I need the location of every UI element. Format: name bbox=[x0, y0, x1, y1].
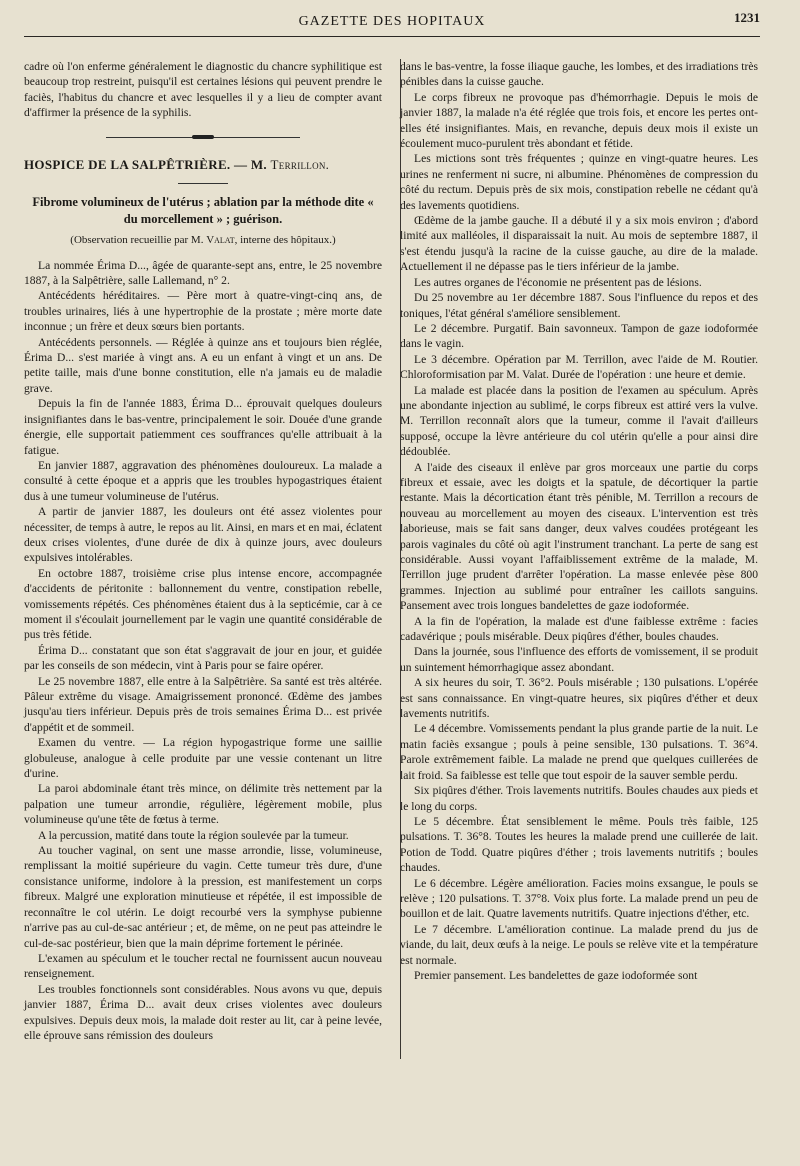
page-header bbox=[24, 12, 760, 37]
paragraph: Du 25 novembre au 1er décembre 1887. Sous l'influence du repos et des toniques, l'état général s'améliore sensiblement. bbox=[400, 291, 758, 320]
paragraph: Érima D... constatant que son état s'aggravait de jour en jour, et guidée par les conseils de son médecin, vint à Paris pour se faire opérer. bbox=[24, 643, 382, 673]
paragraph: Premier pansement. Les bandelettes de gaze iodoformée sont bbox=[414, 968, 698, 982]
paragraph: dans le bas-ventre, la fosse iliaque gauche, les lombes, et des irradiations très pénibles dans la cuisse gauche. bbox=[400, 60, 758, 89]
paragraph: En octobre 1887, troisième crise plus intense encore, accompagnée d'accidents de péritonite : ballonnement du ventre, constipation rebelle, vomissements répétés. Ces phénomènes étaient dus à la septicémie, car à ce moment il s'écoulait journellement par le vagin une quantité considérable de pus très fétide. bbox=[24, 566, 382, 642]
paragraph: Le 4 décembre. Vomissements pendant la plus grande partie de la nuit. Le matin faciès exsangue ; pouls à peine sensible, 130 pulsations. T. 36°4. Parole extrêmement faible. La malade ne prend que quelques cuillerées de lait froid. Sa faiblesse est telle que tout espoir de la sauver semble perdu. bbox=[400, 722, 758, 782]
paragraph: A la percussion, matité dans toute la région soulevée par la tumeur. bbox=[38, 828, 349, 842]
paragraph: Les troubles fonctionnels sont considérables. Nous avons vu que, depuis janvier 1887, Érima D... avait deux crises violentes avec douleurs expulsives. Depuis deux mois, la malade doit rester au lit, car à peine levée, elle éprouve sans rémission des douleurs bbox=[24, 982, 382, 1042]
paragraph: A la fin de l'opération, la malade est d'une faiblesse extrême : facies cadavérique ; pouls misérable. Deux piqûres d'éther, boules chaudes. bbox=[400, 614, 758, 644]
paragraph: Dans la journée, sous l'influence des efforts de vomissement, il se produit un suintement hémorrhagique assez abondant. bbox=[400, 645, 758, 674]
section-heading bbox=[24, 157, 382, 173]
left-column bbox=[24, 59, 382, 1043]
paragraph: Antécédents personnels. — Réglée à quinze ans et toujours bien réglée, Érima D... s'est mariée à vingt ans. A eu un enfant à vingt et un ans. De petite taille, mais d'une bonne constitution, elle n'a jamais eu de maladie grave. bbox=[24, 335, 382, 395]
paragraph: La paroi abdominale étant très mince, on délimite très nettement par la palpation une tumeur arrondie, régulière, légèrement mobile, plus volumineuse qu'une tête de fœtus à terme. bbox=[24, 782, 382, 827]
paragraph: En janvier 1887, aggravation des phénomènes douloureux. La malade a consulté à cette époque et a appris que les troubles hypogastriques étaient dus à une tumeur volumineuse de l'utérus. bbox=[24, 458, 382, 503]
column-divider bbox=[400, 59, 401, 1059]
right-column-body bbox=[400, 59, 758, 983]
paragraph: Le 25 novembre 1887, elle entre à la Salpêtrière. Sa santé est très altérée. Pâleur extrême du visage. Amaigrissement prononcé. Œdème des jambes jusqu'au tiers inférieur. Depuis près de trois semaines Érima D... est privée d'appétit et de sommeil. bbox=[24, 674, 382, 734]
paragraph: A l'aide des ciseaux il enlève par gros morceaux une partie du corps fibreux et essaie, avec les doigts et la spatule, de décortiquer la partie restante. Mais la décortication étant très pénible, M. Terrillon a recours de nouveau au morcellement au moyen des ciseaux. L'intervention est très laborieuse, mais se fait sans danger, deux valves coudées protégeant les parois vaginales du côté où agit l'instrument tranchant. La perte de sang est considérable. Aussi voyant l'affaiblissement extrême de la malade, M. Terrillon juge prudent d'arrêter l'opération. La masse enlevée pèse 800 grammes. Injection au sublimé pour entraîner les caillots sanguins. Pansement avec trois longues bandelettes de gaze iodoformée. bbox=[400, 460, 758, 613]
paragraph: Examen du ventre. — La région hypogastrique forme une saillie globuleuse, analogue à celle produite par une vessie contenant un litre d'urine. bbox=[24, 736, 382, 781]
ornament-separator bbox=[24, 129, 382, 147]
observation-author: Valat, bbox=[206, 233, 238, 246]
paragraph: Le 5 décembre. État sensiblement le même. Pouls très faible, 125 pulsations. T. 36°8. Toutes les heures la malade prend une cuillerée de lait. Potion de Todd. Quatre piqûres d'éther ; trois lavements nutritifs ; boules chaudes. bbox=[400, 814, 758, 875]
paragraph: Les autres organes de l'économie ne présentent pas de lésions. bbox=[414, 275, 702, 289]
right-column bbox=[400, 59, 758, 1043]
section-author: Terrillon. bbox=[270, 156, 330, 172]
previous-article-ending: cadre où l'on enferme généralement le diagnostic du chancre syphilitique est beaucoup trop restreint, puisqu'il est certaines lésions qui peuvent prendre le faciès, l'habitus du chancre et avec lesquelles il y a lieu de compter avant d'affirmer la présence de la syphilis. bbox=[24, 60, 382, 120]
paragraph: Les mictions sont très fréquentes ; quinze en vingt-quatre heures. Les urines ne renferment ni sucre, ni albumine. Phénomènes de compression du côté du rectum. Depuis près de six mois, constipation rebelle ne cédant qu'à des lavements quotidiens. bbox=[400, 152, 758, 212]
paragraph: Le corps fibreux ne provoque pas d'hémorrhagie. Depuis le mois de janvier 1887, la malade n'a été réglée que trois fois, et encore les pertes ont-elles été insignifiantes. Mais, en revanche, depuis deux mois il existe un écoulement muco-purulent très abondant et fétide. bbox=[400, 90, 758, 151]
paragraph: Antécédents héréditaires. — Père mort à quatre-vingt-cinq ans, de troubles urinaires, liés à une hypertrophie de la prostate ; mère morte date inconnue ; un frère et deux sœurs bien portants. bbox=[24, 289, 382, 334]
page-number: 1231 bbox=[734, 10, 760, 25]
paragraph: Au toucher vaginal, on sent une masse arrondie, lisse, volumineuse, remplissant la moitié supérieure du vagin. Cette tumeur très dure, d'une consistance uniforme, indolore à la pression, est manifestement un corps fibreux. Malgré une exploration minutieuse et répétée, il est impossible de reconnaître le col utérin. Le doigt recourbé vers la symphyse pubienne n'arrive pas au cul-de-sac antérieur ; et, de même, on ne peut pas atteindre le cul-de-sac postérieur, bien que la main déprime fortement le périnée. bbox=[24, 844, 382, 950]
journal-title: GAZETTE DES HOPITAUX bbox=[298, 14, 486, 29]
paragraph: Œdème de la jambe gauche. Il a débuté il y a six mois environ ; d'abord limité aux malléoles, il disparaissait la nuit. Au mois de septembre 1887, il s'est étendu jusqu'à la racine de la cuisse gauche, au dire de la malade. Actuellement il ne dépasse pas le tiers inférieur de la jambe. bbox=[400, 214, 758, 274]
paragraph: A six heures du soir, T. 36°2. Pouls misérable ; 130 pulsations. L'opérée est sans connaissance. En vingt-quatre heures, six piqûres d'éther et deux lavements nutritifs. bbox=[400, 676, 758, 721]
paragraph: Le 7 décembre. L'amélioration continue. La malade prend du jus de viande, du lait, deux œufs à la neige. Le pouls se relève vite et la température est normale. bbox=[400, 922, 758, 967]
article-title: Fibrome volumineux de l'utérus ; ablation par la méthode dite « du morcellement » ; guérison. bbox=[32, 194, 374, 226]
paragraph: L'examen au spéculum et le toucher rectal ne fournissent aucun nouveau renseignement. bbox=[24, 951, 382, 981]
paragraph: Depuis la fin de l'année 1883, Érima D... éprouvait quelques douleurs insignifiantes dans le bas-ventre, principalement le soir. Douée d'une grande énergie, elle supportait patiemment ces souffrances qu'elle attribuait à la fatigue. bbox=[24, 397, 382, 457]
paragraph: A partir de janvier 1887, les douleurs ont été assez violentes pour nécessiter, de temps à autre, le repos au lit. Ainsi, en mars et en mai, éclatent deux crises violentes, d'une durée de dix à quinze jours, avec douleurs expulsives intolérables. bbox=[24, 505, 382, 565]
paragraph: La malade est placée dans la position de l'examen au spéculum. Après une abondante injection au sublimé, le corps fibreux est attiré vers la vulve. M. Terrillon reconnaît alors que la tumeur, comme il l'avait d'ailleurs supposé, occupe la lèvre antérieure du col utérin qu'elle a pour ainsi dire dédoublée. bbox=[400, 383, 758, 459]
paragraph: Six piqûres d'éther. Trois lavements nutritifs. Boules chaudes aux pieds et le long du corps. bbox=[400, 784, 758, 813]
observation-prefix: (Observation recueillie par M. bbox=[70, 233, 204, 246]
paragraph: Le 2 décembre. Purgatif. Bain savonneux. Tampon de gaze iodoformée dans le vagin. bbox=[400, 321, 758, 351]
short-rule bbox=[178, 183, 228, 184]
section-title: HOSPICE DE LA SALPÊTRIÈRE. — M. bbox=[24, 156, 267, 172]
left-column-body bbox=[24, 258, 382, 1044]
article-columns bbox=[24, 59, 760, 1043]
paragraph: La nommée Érima D..., âgée de quarante-sept ans, entre, le 25 novembre 1887, à la Salpêtrière, salle Lallemand, n° 2. bbox=[24, 258, 382, 288]
observation-note bbox=[24, 234, 382, 246]
observation-suffix: interne des hôpitaux.) bbox=[240, 233, 336, 246]
paragraph: Le 3 décembre. Opération par M. Terrillon, avec l'aide de M. Routier. Chloroformisation par M. Valat. Durée de l'opération : une heure et demie. bbox=[400, 352, 758, 382]
paragraph: Le 6 décembre. Légère amélioration. Facies moins exsangue, le pouls se relève ; 120 pulsations. T. 37°8. Voix plus forte. La malade prend un peu de bouillon et de lait. Quatre lavements nutritifs. Quatre injections d'éther, etc. bbox=[400, 876, 758, 921]
